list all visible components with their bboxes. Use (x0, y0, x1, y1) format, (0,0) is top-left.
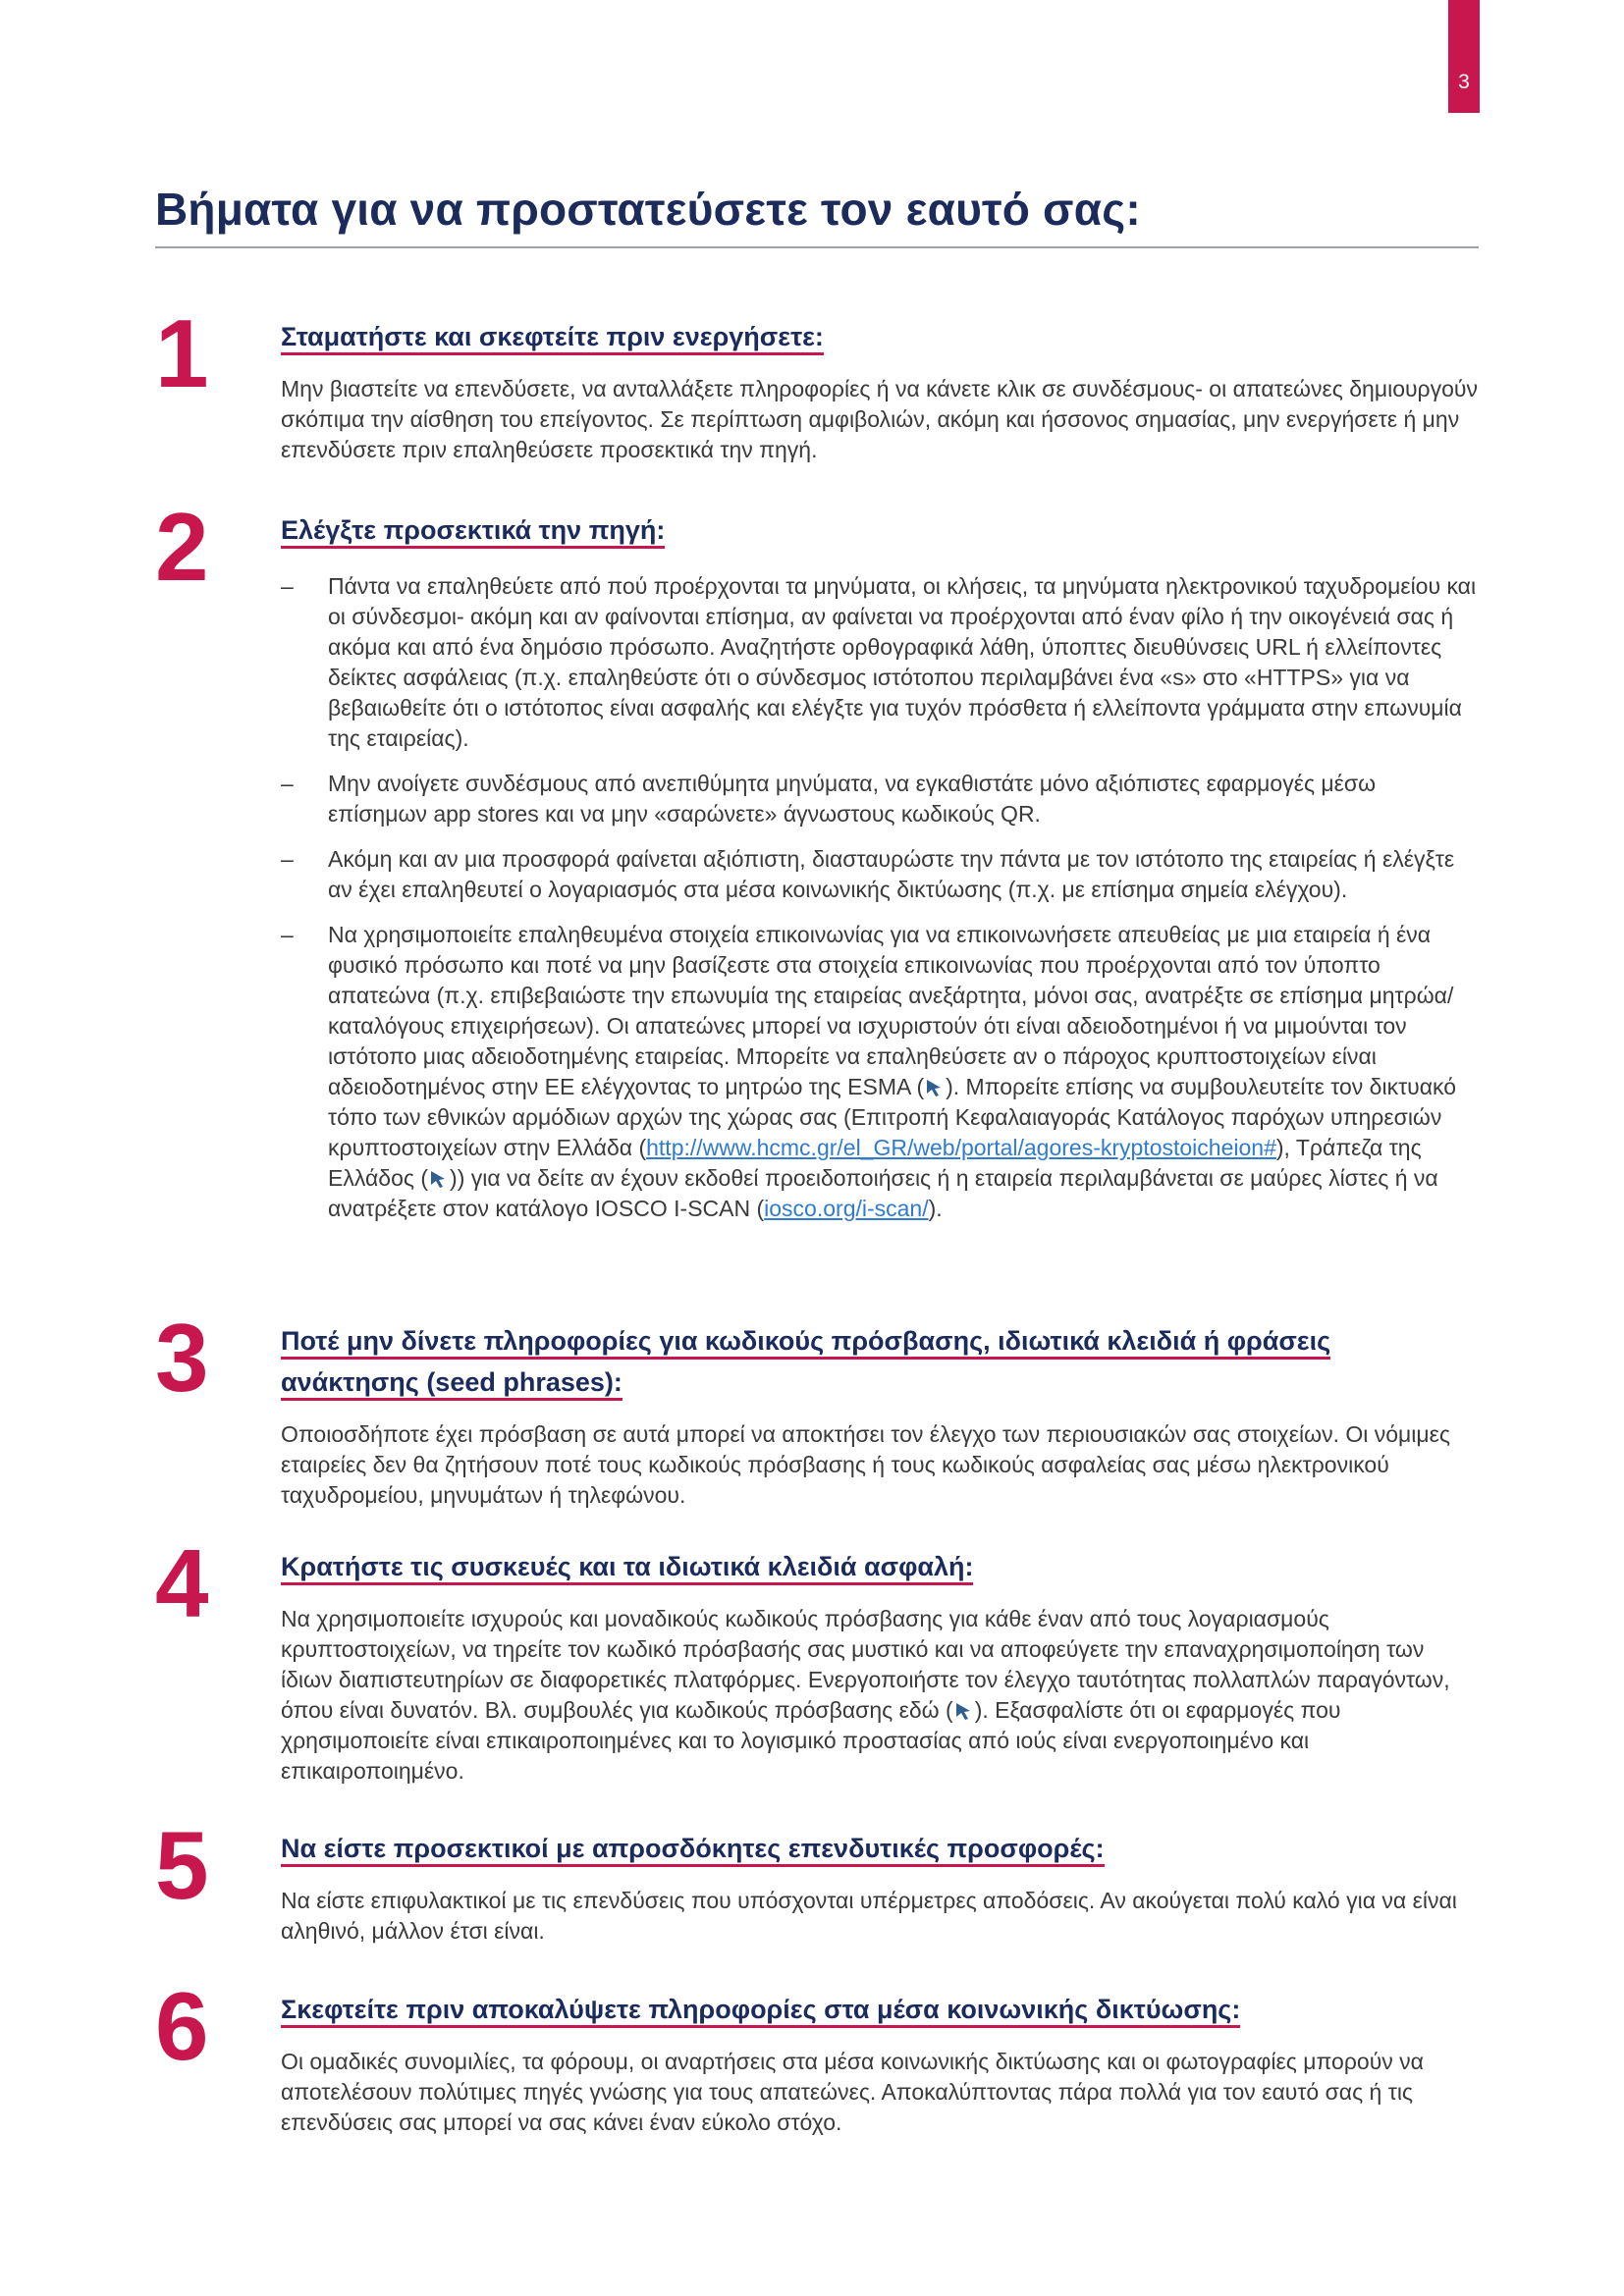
step-text: Να χρησιμοποιείτε ισχυρούς και μοναδικούς κωδικούς πρόσβασης για κάθε έναν από τους λογαριασμούς κρυπτοστοιχείων, να τηρείτε τον κωδικό πρόσβασής σας μυστικό και να αποφεύγετε την επαναχρησιμοποίηση των ίδιων διαπιστευτηρίων σε διαφορετικές πλατφόρμες. Ενεργοποιήστε τον έλεγχο ταυτότητας πολλαπλών παραγόντων, όπου είναι δυνατόν. Βλ. συμβουλές για κωδικούς πρόσβασης εδώ ( ). Εξασφαλίστε ότι οι εφαρμογές που χρησιμοποιείτε είναι επικαιροποιημένες και το λογισμικό προστασίας από ιούς είναι ενεργοποιημένο και επικαιροποιημένο. (281, 1606, 1450, 1784)
bullet-dash: – (281, 573, 294, 599)
bullet-dash: – (281, 771, 294, 796)
bullet-list (281, 571, 1479, 1224)
step-heading: Ποτέ μην δίνετε πληροφορίες για κωδικούς πρόσβασης, ιδιωτικά κλειδιά ή φράσεις (281, 1326, 1330, 1360)
bullet-dash: – (281, 846, 294, 872)
page-title: Βήματα για να προστατεύσετε τον εαυτό σας: (155, 184, 1141, 235)
cursor-link-icon[interactable] (924, 1078, 946, 1097)
step-heading: Σκεφτείτε πριν αποκαλύψετε πληροφορίες στα μέσα κοινωνικής δικτύωσης: (281, 1995, 1240, 2028)
step-heading: Να είστε προσεκτικοί με απροσδόκητες επενδυτικές προσφορές: (281, 1834, 1105, 1867)
page-number-tab (1448, 0, 1480, 113)
title-divider (155, 246, 1479, 248)
bullet-dash: – (281, 922, 294, 947)
bullet-item: – Να χρησιμοποιείτε επαληθευμένα στοιχεία επικοινωνίας για να επικοινωνήσετε απευθείας με μια εταιρεία ή ένα φυσικό πρόσωπο και ποτέ να μην βασίζεστε στα στοιχεία επικοινωνίας που προέρχονται από τον ύποπτο απατεώνα (π.χ. επιβεβαιώστε την επωνυμία της εταιρείας ανεξάρτητα, μόνοι σας, ανατρέξτε σε επίσημα μητρώα/καταλόγους επιχειρήσεων). Οι απατεώνες μπορεί να ισχυριστούν ότι είναι αδειοδοτημένοι ή να μιμούνται τον ιστότοπο μιας αδειοδοτημένης εταιρείας. Μπορείτε να επαληθεύσετε αν ο πάροχος κρυπτοστοιχείων είναι αδειοδοτημένος στην ΕΕ ελέγχοντας το μητρώο της ESMA ( ). Μπορείτε επίσης να συμβουλευτείτε τον δικτυακό τόπο των εθνικών αρμόδιων αρχών της χώρας σας (Επιτροπή Κεφαλαιαγοράς Κατάλογος παρόχων υπηρεσιών κρυπτοστοιχείων στην Ελλάδα (http://www.hcmc.gr/el_GR/web/portal/agores-kryptostoicheion#), Τράπεζα της Ελλάδος ( )) για να δείτε αν έχουν εκδοθεί προειδοποιήσεις ή η εταιρεία περιλαμβάνεται σε μαύρες λίστες ή να ανατρέξετε στον κατάλογο IOSCO I-SCAN (iosco.org/i-scan/). (281, 922, 1457, 1221)
step-number: 5 (155, 1811, 209, 1919)
iosco-link[interactable]: iosco.org/i-scan/ (764, 1196, 929, 1221)
step-heading-cont: ανάκτησης (seed phrases): (281, 1367, 623, 1401)
step-heading: Ελέγξτε προσεκτικά την πηγή: (281, 515, 665, 549)
step-number: 1 (155, 299, 209, 407)
bullet-item: – Ακόμη και αν μια προσφορά φαίνεται αξιόπιστη, διασταυρώστε την πάντα με τον ιστότοπο της εταιρείας ή ελέγξτε αν έχει επαληθευτεί ο λογαριασμός στα μέσα κοινωνικής δικτύωσης (π.χ. με επίσημα σημεία ελέγχου). (281, 846, 1455, 902)
step-text: Να είστε επιφυλακτικοί με τις επενδύσεις που υπόσχονται υπέρμετρες αποδόσεις. Αν ακούγεται πολύ καλό για να είναι αληθινό, μάλλον έτσι είναι. (281, 1888, 1457, 1944)
step-heading: Κρατήστε τις συσκευές και τα ιδιωτικά κλειδιά ασφαλή: (281, 1552, 973, 1585)
step-text: Οποιοσδήποτε έχει πρόσβαση σε αυτά μπορεί να αποκτήσει τον έλεγχο των περιουσιακών σας στοιχείων. Οι νόμιμες εταιρείες δεν θα ζητήσουν ποτέ τους κωδικούς πρόσβασης ή τους κωδικούς ασφαλείας σας μέσω ηλεκτρονικού ταχυδρομείου, μηνυμάτων ή τηλεφώνου. (281, 1421, 1450, 1508)
step-number: 2 (155, 493, 209, 601)
step-text: Μην βιαστείτε να επενδύσετε, να ανταλλάξετε πληροφορίες ή να κάνετε κλικ σε συνδέσμους- οι απατεώνες δημιουργούν σκόπιμα την αίσθηση του επείγοντος. Σε περίπτωση αμφιβολιών, ακόμη και ήσσονος σημασίας, μην ενεργήσετε ή μην επενδύσετε πριν επαληθεύσετε προσεκτικά την πηγή. (281, 376, 1479, 462)
hcmc-link[interactable]: http://www.hcmc.gr/el_GR/web/portal/agores-kryptostoicheion# (646, 1135, 1276, 1160)
step-number: 6 (155, 1972, 209, 2080)
step-number: 3 (155, 1304, 209, 1412)
cursor-link-icon[interactable] (428, 1169, 450, 1189)
cursor-link-icon[interactable] (953, 1701, 975, 1721)
step-heading: Σταματήστε και σκεφτείτε πριν ενεργήσετε: (281, 322, 824, 355)
step-number: 4 (155, 1529, 209, 1637)
step-text: Οι ομαδικές συνομιλίες, τα φόρουμ, οι αναρτήσεις στα μέσα κοινωνικής δικτύωσης και οι φωτογραφίες μπορούν να αποτελέσουν πολύτιμες πηγές γνώσης για τους απατεώνες. Αποκαλύπτοντας πάρα πολλά για τον εαυτό σας ή τις επενδύσεις σας μπορεί να σας κάνει έναν εύκολο στόχο. (281, 2049, 1424, 2135)
bullet-item: – Μην ανοίγετε συνδέσμους από ανεπιθύμητα μηνύματα, να εγκαθιστάτε μόνο αξιόπιστες εφαρμογές μέσω επίσημων app stores και να μην «σαρώνετε» άγνωστους κωδικούς QR. (281, 771, 1377, 827)
page-number: 3 (1458, 71, 1470, 93)
bullet-item: – Πάντα να επαληθεύετε από πού προέρχονται τα μηνύματα, οι κλήσεις, τα μηνύματα ηλεκτρονικού ταχυδρομείου και οι σύνδεσμοι- ακόμη και αν φαίνονται επίσημα, αν φαίνεται να προέρχονται από έναν φίλο ή την οικογένειά σας ή ακόμα και από ένα δημόσιο πρόσωπο. Αναζητήστε ορθογραφικά λάθη, ύποπτες διευθύνσεις URL ή ελλείποντες δείκτες ασφάλειας (π.χ. επαληθεύστε ότι ο σύνδεσμος ιστότοπου περιλαμβάνει ένα «s» στο «HTTPS» για να βεβαιωθείτε ότι ο ιστότοπος είναι ασφαλής και ελέγξτε για τυχόν πρόσθετα ή ελλείποντα γράμματα στην επωνυμία της εταιρείας). (281, 573, 1477, 751)
